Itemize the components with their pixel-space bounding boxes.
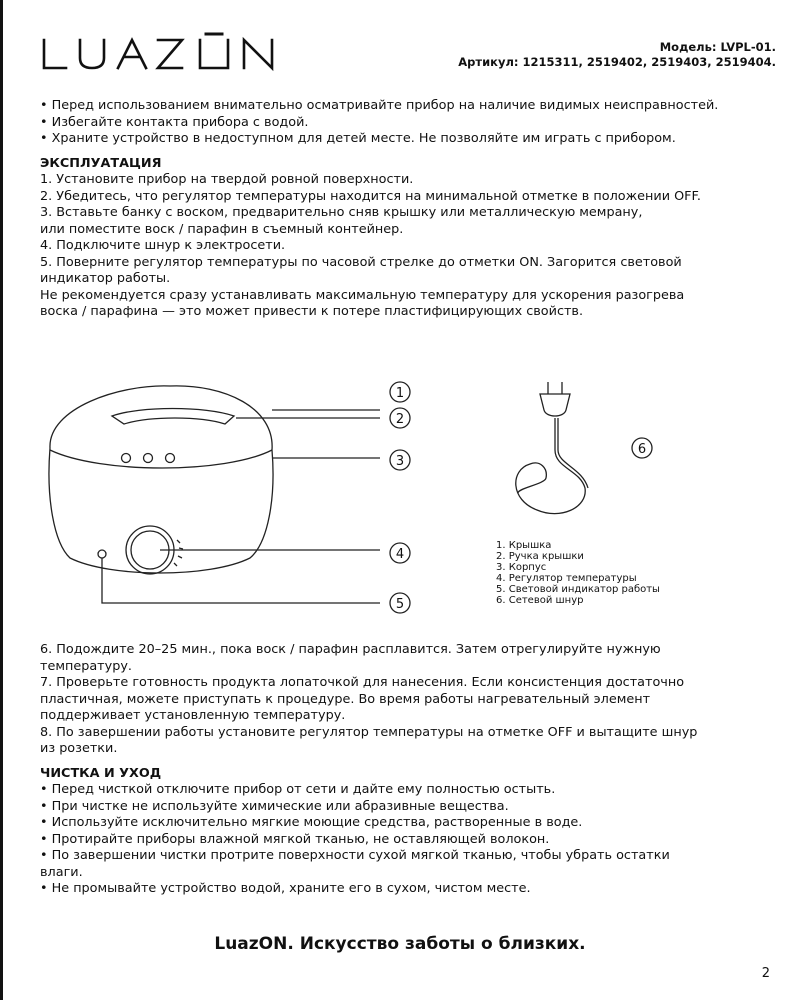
cleaning-list: [40, 782, 790, 865]
list-item: • Перед использованием внимательно осматривайте прибор на наличие видимых неисправностей.: [40, 98, 790, 115]
legend-item: 3. Корпус: [496, 562, 547, 573]
operation-line: 5. Поверните регулятор температуры по часовой стрелке до отметки ON. Загорится световой: [40, 254, 682, 270]
article-label: Артикул: 1215311, 2519402, 2519403, 2519404.: [458, 55, 776, 69]
callout-2: 2: [395, 412, 405, 427]
luazon-logo: [40, 28, 310, 76]
callout-6: 6: [637, 442, 647, 457]
operation-line: 7. Проверьте готовность продукта лопаточкой для нанесения. Если консистенция достаточно: [40, 675, 685, 690]
plug-body: [540, 394, 570, 416]
callout-4: 4: [395, 547, 405, 562]
power-cord: [516, 418, 585, 514]
callout-5: 5: [395, 597, 405, 612]
legend-item: 1. Крышка: [496, 540, 552, 551]
list-item: • Перед чисткой отключите прибор от сети и дайте ему полностью остыть.: [40, 782, 790, 799]
legend-item: 4. Регулятор температуры: [496, 573, 637, 584]
operation-line: или поместите воск / парафин в съемный контейнер.: [40, 221, 404, 237]
operation-line: из розетки.: [40, 741, 118, 756]
lid-rim: [50, 450, 272, 468]
indicator-light: [98, 550, 106, 558]
list-item: • Храните устройство в недоступном для детей месте. Не позволяйте им играть с прибором.: [40, 131, 790, 148]
operation-line: поддерживает установленную температуру.: [40, 708, 346, 723]
device-diagram: [40, 378, 790, 628]
list-item: • Используйте исключительно мягкие моющие средства, растворенные в воде.: [40, 815, 790, 832]
list-item: • Протирайте приборы влажной мягкой тканью, не оставляющей волокон.: [40, 832, 790, 849]
lid-hole: [166, 454, 175, 463]
model-info: [458, 40, 776, 70]
cleaning-title: ЧИСТКА И УХОД: [40, 765, 162, 781]
legend-item: 5. Световой индикатор работы: [496, 584, 660, 595]
safety-list: [40, 98, 790, 148]
plug-prong: [548, 382, 562, 394]
model-label: Модель: LVPL-01.: [659, 40, 776, 54]
legend-item: 6. Сетевой шнур: [496, 595, 584, 606]
page-number: 2: [761, 966, 770, 981]
list-item: • Не промывайте устройство водой, храните его в сухом, чистом месте.: [40, 881, 790, 898]
lid-handle: [112, 409, 234, 425]
operation-line: индикатор работы.: [40, 271, 171, 286]
operation-line: температуру.: [40, 658, 132, 674]
heater-body: [49, 386, 273, 573]
list-item-continuation: влаги.: [40, 864, 83, 880]
operation-line: 2. Убедитесь, что регулятор температуры находится на минимальной отметке в положении OFF.: [40, 188, 701, 204]
footer-slogan: LuazON. Искусство заботы о близких.: [214, 934, 586, 954]
operation-line: 1. Установите прибор на твердой ровной поверхности.: [40, 172, 414, 187]
operation-line: 3. Вставьте банку с воском, предварительно сняв крышку или металлическую мемрану,: [40, 205, 643, 220]
cleaning-list-end: [40, 881, 790, 898]
operation-line: 4. Подключите шнур к электросети.: [40, 238, 286, 253]
operation-line: Не рекомендуется сразу устанавливать максимальную температуру для ускорения разогрева: [40, 287, 685, 303]
legend-item: 2. Ручка крышки: [496, 551, 584, 562]
lid-hole: [122, 454, 131, 463]
list-item: • По завершении чистки протрите поверхности сухой мягкой тканью, чтобы убрать остатки: [40, 848, 790, 865]
operation-line: воска / парафина — это может привести к потере пластифицирующих свойств.: [40, 304, 584, 319]
callout-3: 3: [395, 454, 405, 469]
operation-line: 8. По завершении работы установите регулятор температуры на отметке OFF и вытащите шнур: [40, 724, 698, 740]
figure-legend: [496, 540, 660, 606]
list-item: • При чистке не используйте химические или абразивные вещества.: [40, 799, 790, 816]
left-margin-rule: [0, 0, 3, 1000]
operation-line: 6. Подождите 20–25 мин., пока воск / парафин расплавится. Затем отрегулируйте нужную: [40, 642, 661, 657]
operation-title: ЭКСПЛУАТАЦИЯ: [40, 155, 162, 171]
instructions-bottom: [40, 642, 790, 898]
list-item: • Избегайте контакта прибора с водой.: [40, 115, 790, 132]
operation-line: пластичная, можете приступать к процедуре. Во время работы нагревательный элемент: [40, 691, 651, 707]
lid-hole: [144, 454, 153, 463]
instructions-top: [40, 98, 790, 321]
callout-1: 1: [395, 386, 405, 401]
